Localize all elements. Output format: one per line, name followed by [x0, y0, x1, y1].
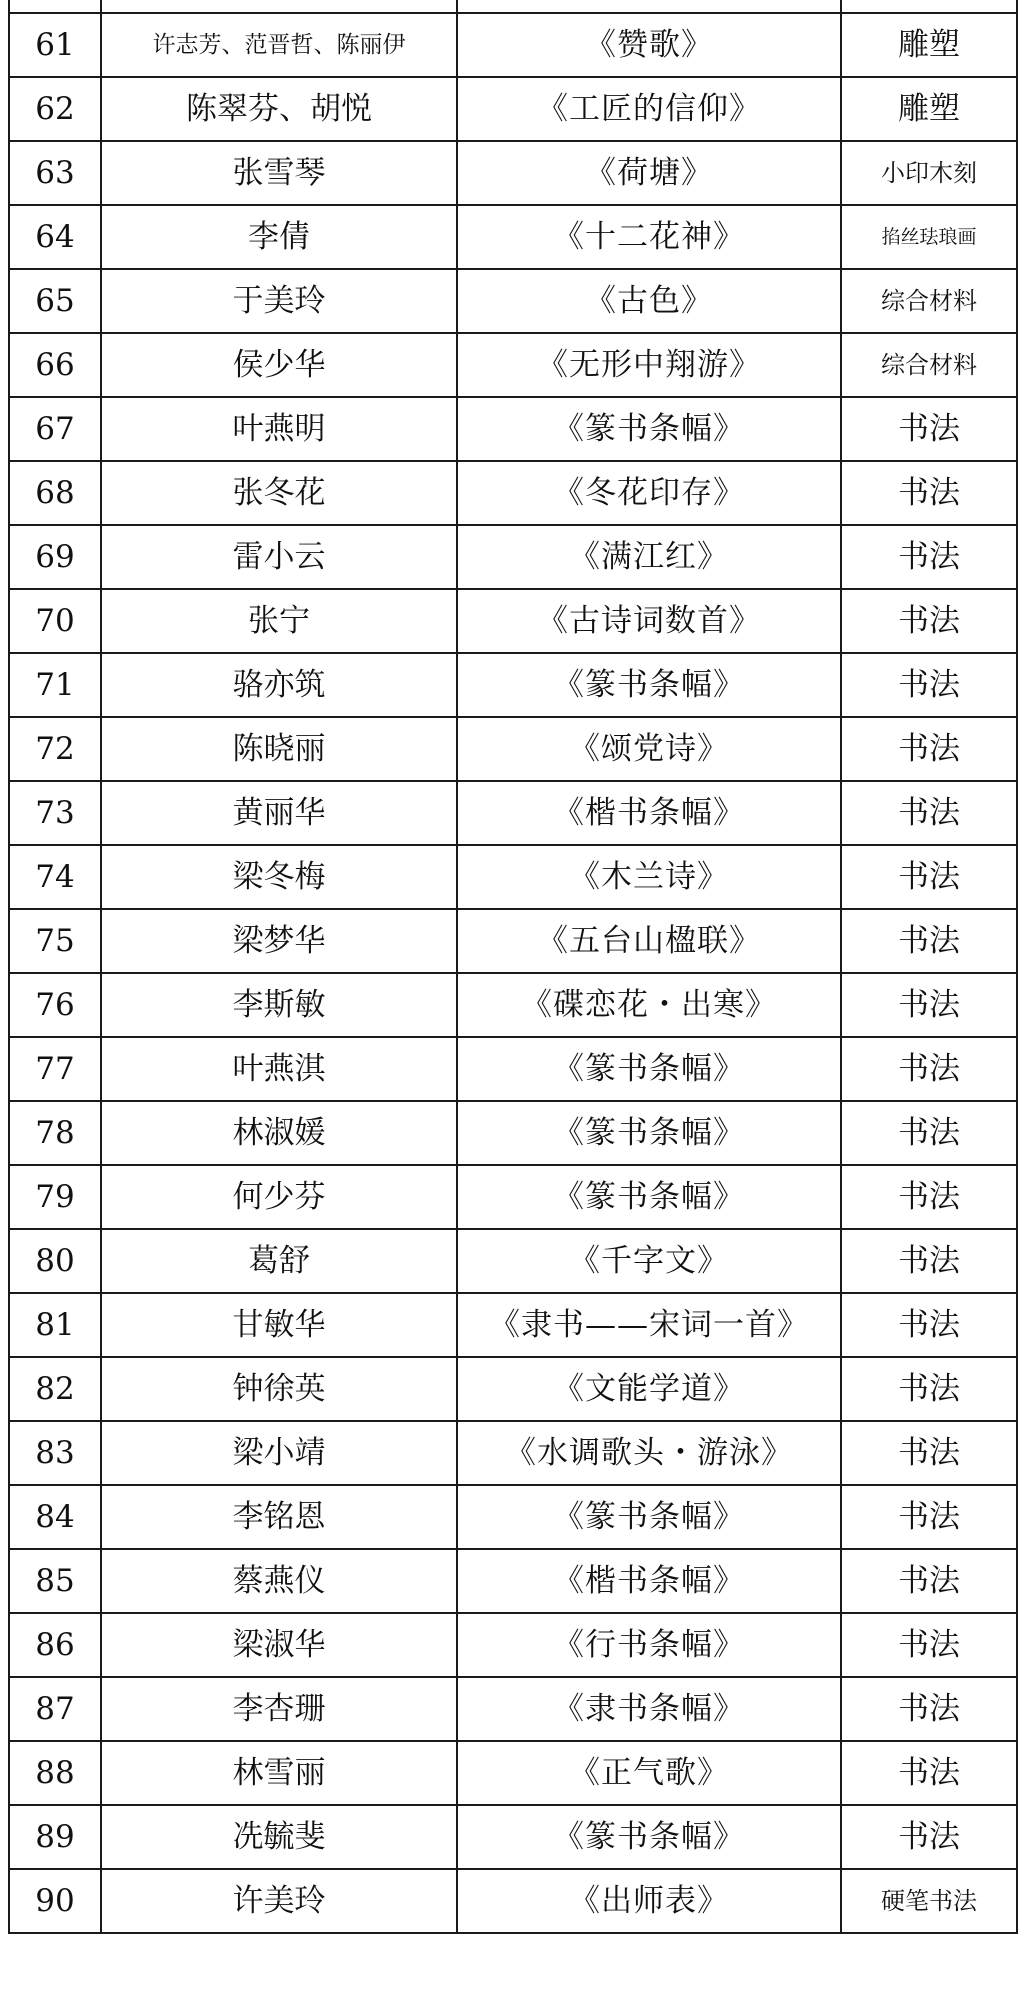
- work-category-cell: 书法: [841, 845, 1017, 909]
- row-number-cell: 78: [9, 1101, 101, 1165]
- table-row: [9, 717, 1017, 781]
- author-name-cell: 黄丽华: [101, 781, 457, 845]
- row-number-cell: 89: [9, 1805, 101, 1869]
- work-category-cell: [841, 0, 1017, 13]
- table-row: [9, 1677, 1017, 1741]
- row-number-cell: 83: [9, 1421, 101, 1485]
- row-number-cell: 67: [9, 397, 101, 461]
- work-category-cell: 书法: [841, 1229, 1017, 1293]
- author-name-cell: [101, 0, 457, 13]
- author-name-cell: 李斯敏: [101, 973, 457, 1037]
- work-category-cell: 书法: [841, 1805, 1017, 1869]
- work-category-cell: 综合材料: [841, 269, 1017, 333]
- work-title-cell: [457, 0, 841, 13]
- work-title-cell: 《古色》: [457, 269, 841, 333]
- work-title-cell: 《文能学道》: [457, 1357, 841, 1421]
- work-title-cell: 《出师表》: [457, 1869, 841, 1933]
- author-name-cell: 冼毓斐: [101, 1805, 457, 1869]
- work-category-cell: 书法: [841, 1293, 1017, 1357]
- row-number-cell: 64: [9, 205, 101, 269]
- work-title-cell: 《行书条幅》: [457, 1613, 841, 1677]
- work-title-cell: 《满江红》: [457, 525, 841, 589]
- table-row: [9, 269, 1017, 333]
- row-number-cell: 70: [9, 589, 101, 653]
- work-category-cell: 书法: [841, 397, 1017, 461]
- author-name-cell: 何少芬: [101, 1165, 457, 1229]
- work-title-cell: 《冬花印存》: [457, 461, 841, 525]
- work-category-cell: 小印木刻: [841, 141, 1017, 205]
- table-row: [9, 333, 1017, 397]
- row-number-cell: 82: [9, 1357, 101, 1421]
- row-number-cell: 84: [9, 1485, 101, 1549]
- table-row: [9, 1037, 1017, 1101]
- table-row: [9, 141, 1017, 205]
- work-title-cell: 《工匠的信仰》: [457, 77, 841, 141]
- table-row: [9, 653, 1017, 717]
- table-row: [9, 0, 1017, 13]
- work-title-cell: 《木兰诗》: [457, 845, 841, 909]
- row-number-cell: 65: [9, 269, 101, 333]
- author-name-cell: 蔡燕仪: [101, 1549, 457, 1613]
- author-name-cell: 李倩: [101, 205, 457, 269]
- work-title-cell: 《篆书条幅》: [457, 1037, 841, 1101]
- work-category-cell: 书法: [841, 653, 1017, 717]
- work-title-cell: 《篆书条幅》: [457, 1485, 841, 1549]
- row-number-cell: 80: [9, 1229, 101, 1293]
- row-number-cell: 75: [9, 909, 101, 973]
- table-row: [9, 1869, 1017, 1933]
- work-category-cell: 雕塑: [841, 77, 1017, 141]
- author-name-cell: 叶燕明: [101, 397, 457, 461]
- table-row: [9, 1549, 1017, 1613]
- work-title-cell: 《荷塘》: [457, 141, 841, 205]
- work-title-cell: 《篆书条幅》: [457, 1805, 841, 1869]
- row-number-cell: 66: [9, 333, 101, 397]
- author-name-cell: 许志芳、范晋哲、陈丽伊: [101, 13, 457, 77]
- work-category-cell: 书法: [841, 1357, 1017, 1421]
- author-name-cell: 梁冬梅: [101, 845, 457, 909]
- author-name-cell: 陈翠芬、胡悦: [101, 77, 457, 141]
- row-number-cell: 77: [9, 1037, 101, 1101]
- row-number-cell: 85: [9, 1549, 101, 1613]
- author-name-cell: 叶燕淇: [101, 1037, 457, 1101]
- table-row: [9, 909, 1017, 973]
- author-name-cell: 张雪琴: [101, 141, 457, 205]
- table-row: [9, 1165, 1017, 1229]
- row-number-cell: 68: [9, 461, 101, 525]
- work-category-cell: 书法: [841, 461, 1017, 525]
- author-name-cell: 林淑媛: [101, 1101, 457, 1165]
- author-name-cell: 梁小靖: [101, 1421, 457, 1485]
- table-row: [9, 1741, 1017, 1805]
- work-category-cell: 掐丝珐琅画: [841, 205, 1017, 269]
- row-number-cell: 79: [9, 1165, 101, 1229]
- work-category-cell: 书法: [841, 1549, 1017, 1613]
- row-number-cell: 87: [9, 1677, 101, 1741]
- work-category-cell: 书法: [841, 1677, 1017, 1741]
- row-number-cell: 90: [9, 1869, 101, 1933]
- author-name-cell: 甘敏华: [101, 1293, 457, 1357]
- row-number-cell: 63: [9, 141, 101, 205]
- table-row: [9, 1229, 1017, 1293]
- work-title-cell: 《赞歌》: [457, 13, 841, 77]
- author-name-cell: 钟徐英: [101, 1357, 457, 1421]
- author-name-cell: 陈晓丽: [101, 717, 457, 781]
- work-title-cell: 《篆书条幅》: [457, 1165, 841, 1229]
- work-category-cell: 书法: [841, 1037, 1017, 1101]
- author-name-cell: 雷小云: [101, 525, 457, 589]
- table-row: [9, 845, 1017, 909]
- table-row: [9, 1101, 1017, 1165]
- author-name-cell: 李杏珊: [101, 1677, 457, 1741]
- table-row: [9, 781, 1017, 845]
- author-name-cell: 梁梦华: [101, 909, 457, 973]
- author-name-cell: 梁淑华: [101, 1613, 457, 1677]
- work-title-cell: 《楷书条幅》: [457, 1549, 841, 1613]
- work-category-cell: 书法: [841, 1101, 1017, 1165]
- row-number-cell: 76: [9, 973, 101, 1037]
- table-row: [9, 1613, 1017, 1677]
- author-name-cell: 张宁: [101, 589, 457, 653]
- work-category-cell: 书法: [841, 781, 1017, 845]
- work-category-cell: 书法: [841, 1741, 1017, 1805]
- document-page: [8, 0, 1018, 2009]
- author-name-cell: 林雪丽: [101, 1741, 457, 1805]
- work-title-cell: 《篆书条幅》: [457, 653, 841, 717]
- work-title-cell: 《古诗词数首》: [457, 589, 841, 653]
- row-number-cell: [9, 0, 101, 13]
- table-row: [9, 461, 1017, 525]
- table-row: [9, 1421, 1017, 1485]
- table-row: [9, 397, 1017, 461]
- work-title-cell: 《隶书——宋词一首》: [457, 1293, 841, 1357]
- work-category-cell: 书法: [841, 717, 1017, 781]
- work-category-cell: 硬笔书法: [841, 1869, 1017, 1933]
- work-category-cell: 雕塑: [841, 13, 1017, 77]
- author-name-cell: 骆亦筑: [101, 653, 457, 717]
- work-category-cell: 书法: [841, 1165, 1017, 1229]
- work-title-cell: 《无形中翔游》: [457, 333, 841, 397]
- work-title-cell: 《颂党诗》: [457, 717, 841, 781]
- row-number-cell: 81: [9, 1293, 101, 1357]
- work-category-cell: 书法: [841, 589, 1017, 653]
- work-category-cell: 书法: [841, 1421, 1017, 1485]
- work-title-cell: 《楷书条幅》: [457, 781, 841, 845]
- work-category-cell: 书法: [841, 973, 1017, 1037]
- work-title-cell: 《篆书条幅》: [457, 1101, 841, 1165]
- author-name-cell: 于美玲: [101, 269, 457, 333]
- row-number-cell: 73: [9, 781, 101, 845]
- author-name-cell: 李铭恩: [101, 1485, 457, 1549]
- table-row: [9, 1357, 1017, 1421]
- author-name-cell: 葛舒: [101, 1229, 457, 1293]
- work-title-cell: 《篆书条幅》: [457, 397, 841, 461]
- row-number-cell: 88: [9, 1741, 101, 1805]
- work-title-cell: 《正气歌》: [457, 1741, 841, 1805]
- work-category-cell: 书法: [841, 1613, 1017, 1677]
- author-name-cell: 侯少华: [101, 333, 457, 397]
- row-number-cell: 62: [9, 77, 101, 141]
- row-number-cell: 69: [9, 525, 101, 589]
- author-name-cell: 张冬花: [101, 461, 457, 525]
- table-row: [9, 973, 1017, 1037]
- table-row: [9, 205, 1017, 269]
- row-number-cell: 86: [9, 1613, 101, 1677]
- work-title-cell: 《千字文》: [457, 1229, 841, 1293]
- artwork-list-table: [8, 0, 1018, 1934]
- work-title-cell: 《水调歌头・游泳》: [457, 1421, 841, 1485]
- row-number-cell: 61: [9, 13, 101, 77]
- table-row: [9, 1805, 1017, 1869]
- work-category-cell: 书法: [841, 525, 1017, 589]
- work-title-cell: 《碟恋花・出寒》: [457, 973, 841, 1037]
- author-name-cell: 许美玲: [101, 1869, 457, 1933]
- work-title-cell: 《十二花神》: [457, 205, 841, 269]
- work-category-cell: 书法: [841, 909, 1017, 973]
- table-row: [9, 589, 1017, 653]
- work-title-cell: 《五台山楹联》: [457, 909, 841, 973]
- table-row: [9, 77, 1017, 141]
- work-category-cell: 书法: [841, 1485, 1017, 1549]
- table-row: [9, 1485, 1017, 1549]
- row-number-cell: 72: [9, 717, 101, 781]
- row-number-cell: 71: [9, 653, 101, 717]
- table-body: [9, 0, 1017, 1933]
- table-row: [9, 13, 1017, 77]
- table-row: [9, 525, 1017, 589]
- work-title-cell: 《隶书条幅》: [457, 1677, 841, 1741]
- table-row: [9, 1293, 1017, 1357]
- work-category-cell: 综合材料: [841, 333, 1017, 397]
- row-number-cell: 74: [9, 845, 101, 909]
